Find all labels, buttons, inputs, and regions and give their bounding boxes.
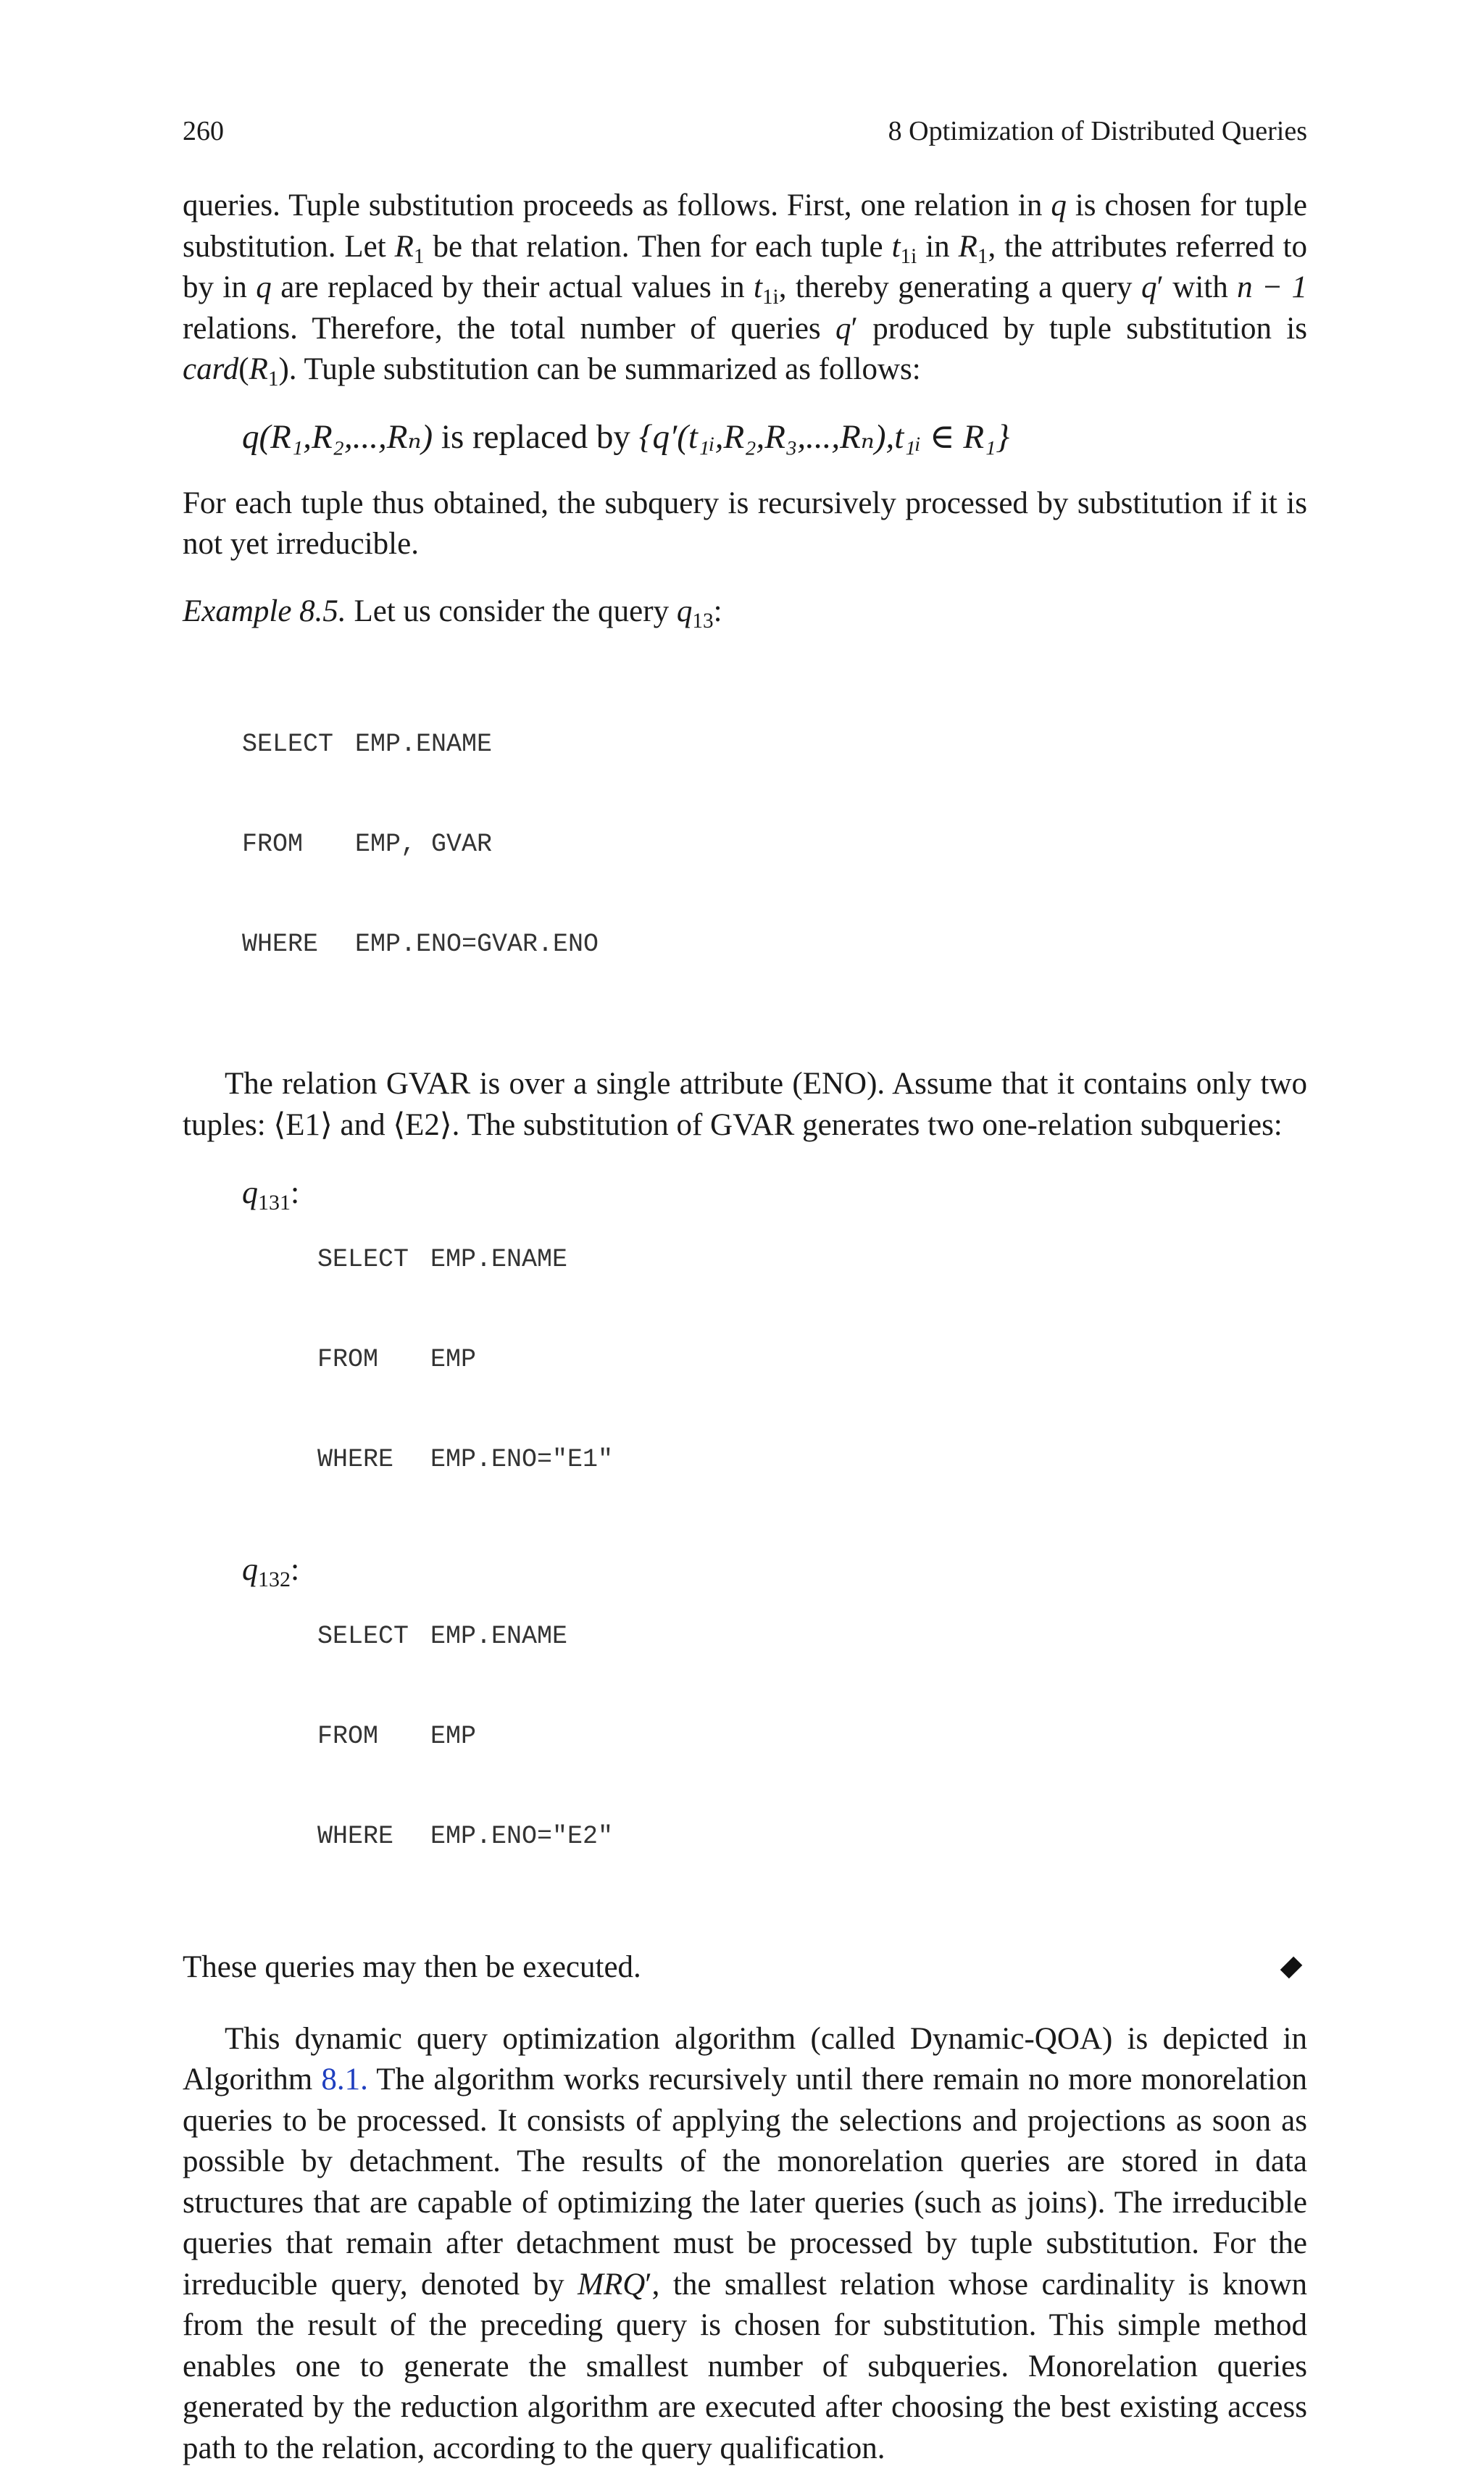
recursive-processing-paragraph: For each tuple thus obtained, the subquery is recursively processed by substitution if it is not yet irreducible.: [183, 483, 1307, 565]
sql-line: SELECT EMP.ENAME: [242, 728, 1307, 761]
book-page: [183, 109, 1307, 2469]
subquery-q132: [242, 1553, 1307, 1920]
sql-line: SELECT EMP.ENAME: [317, 1243, 613, 1276]
subquery-q131: [242, 1176, 1307, 1543]
equation-lhs: q(R₁,R₂,...,Rₙ): [242, 418, 433, 456]
equation-rhs: {q′(t₁ᵢ,R₂,R₃,...,Rₙ),t₁ᵢ ∈ R₁}: [639, 418, 1010, 456]
sql-line: WHERE EMP.ENO="E1": [317, 1443, 613, 1476]
running-head: [183, 117, 1307, 145]
example-label: Example 8.5.: [183, 594, 346, 628]
sql-line: WHERE EMP.ENO=GVAR.ENO: [242, 928, 1307, 961]
sql-line: FROM EMP, GVAR: [242, 828, 1307, 861]
chapter-title: 8 Optimization of Distributed Queries: [888, 117, 1307, 145]
executed-line: These queries may then be executed.: [183, 1947, 641, 1989]
algorithm-8-1-link[interactable]: 8.1.: [321, 2062, 368, 2097]
executed-line-row: [183, 1947, 1307, 1989]
sql-line: SELECT EMP.ENAME: [317, 1620, 613, 1653]
sql-line: FROM EMP: [317, 1343, 613, 1376]
dynamic-qoa-paragraph: This dynamic query optimization algorithm (called Dynamic-QOA) is depicted in Algorithm 8.1. The algorithm works recursively until there remain no more monorelation queries to be processed. It consists of applying the selections and projections as soon as possible by detachment. The results of the monorelation queries are stored in data structures that are capable of optimizing the later queries (such as joins). The irreducible queries that remain after detachment must be processed by tuple substitution. For the irreducible query, denoted by MRQ′, the smallest relation whose cardinality is known from the result of the preceding query is chosen for substitution. This simple method enables one to generate the smallest number of subqueries. Monorelation queries generated by the reduction algorithm are executed after choosing the best existing access path to the relation, according to the query qualification.: [183, 2019, 1307, 2469]
page-number: 260: [183, 117, 224, 145]
sql-line: WHERE EMP.ENO="E2": [317, 1820, 613, 1853]
subquery-label: $q_{132}$:: [242, 1553, 317, 1586]
subqueries-block: [242, 1176, 1307, 1920]
tuple-substitution-paragraph: queries. Tuple substitution proceeds as follows. First, one relation in q is chosen for tuple substitution. Let $R_1$ be that relation. Then for each tuple $t_{1i}$ in $R_1$, the attributes referred to by in q are replaced by their actual values in $t_{1i}$, thereby generating a query q′ with n − 1 relations. Therefore, the total number of queries q′ produced by tuple substitution is $card(R_1)$. Tuple substitution can be summarized as follows:: [183, 186, 1307, 391]
sql-query-q13: [242, 661, 1307, 1028]
example-heading: Example 8.5. Let us consider the query $q_{13}$:: [183, 591, 1307, 633]
gvar-paragraph: The relation GVAR is over a single attribute (ENO). Assume that it contains only two tuples: ⟨E1⟩ and ⟨E2⟩. The substitution of GVAR generates two one-relation subqueries:: [183, 1064, 1307, 1146]
subquery-label: $q_{131}$:: [242, 1176, 317, 1209]
sql-line: FROM EMP: [317, 1720, 613, 1753]
substitution-equation: [242, 415, 1307, 459]
diamond-icon: [1280, 1957, 1303, 1979]
equation-middle: is replaced by: [433, 418, 639, 456]
